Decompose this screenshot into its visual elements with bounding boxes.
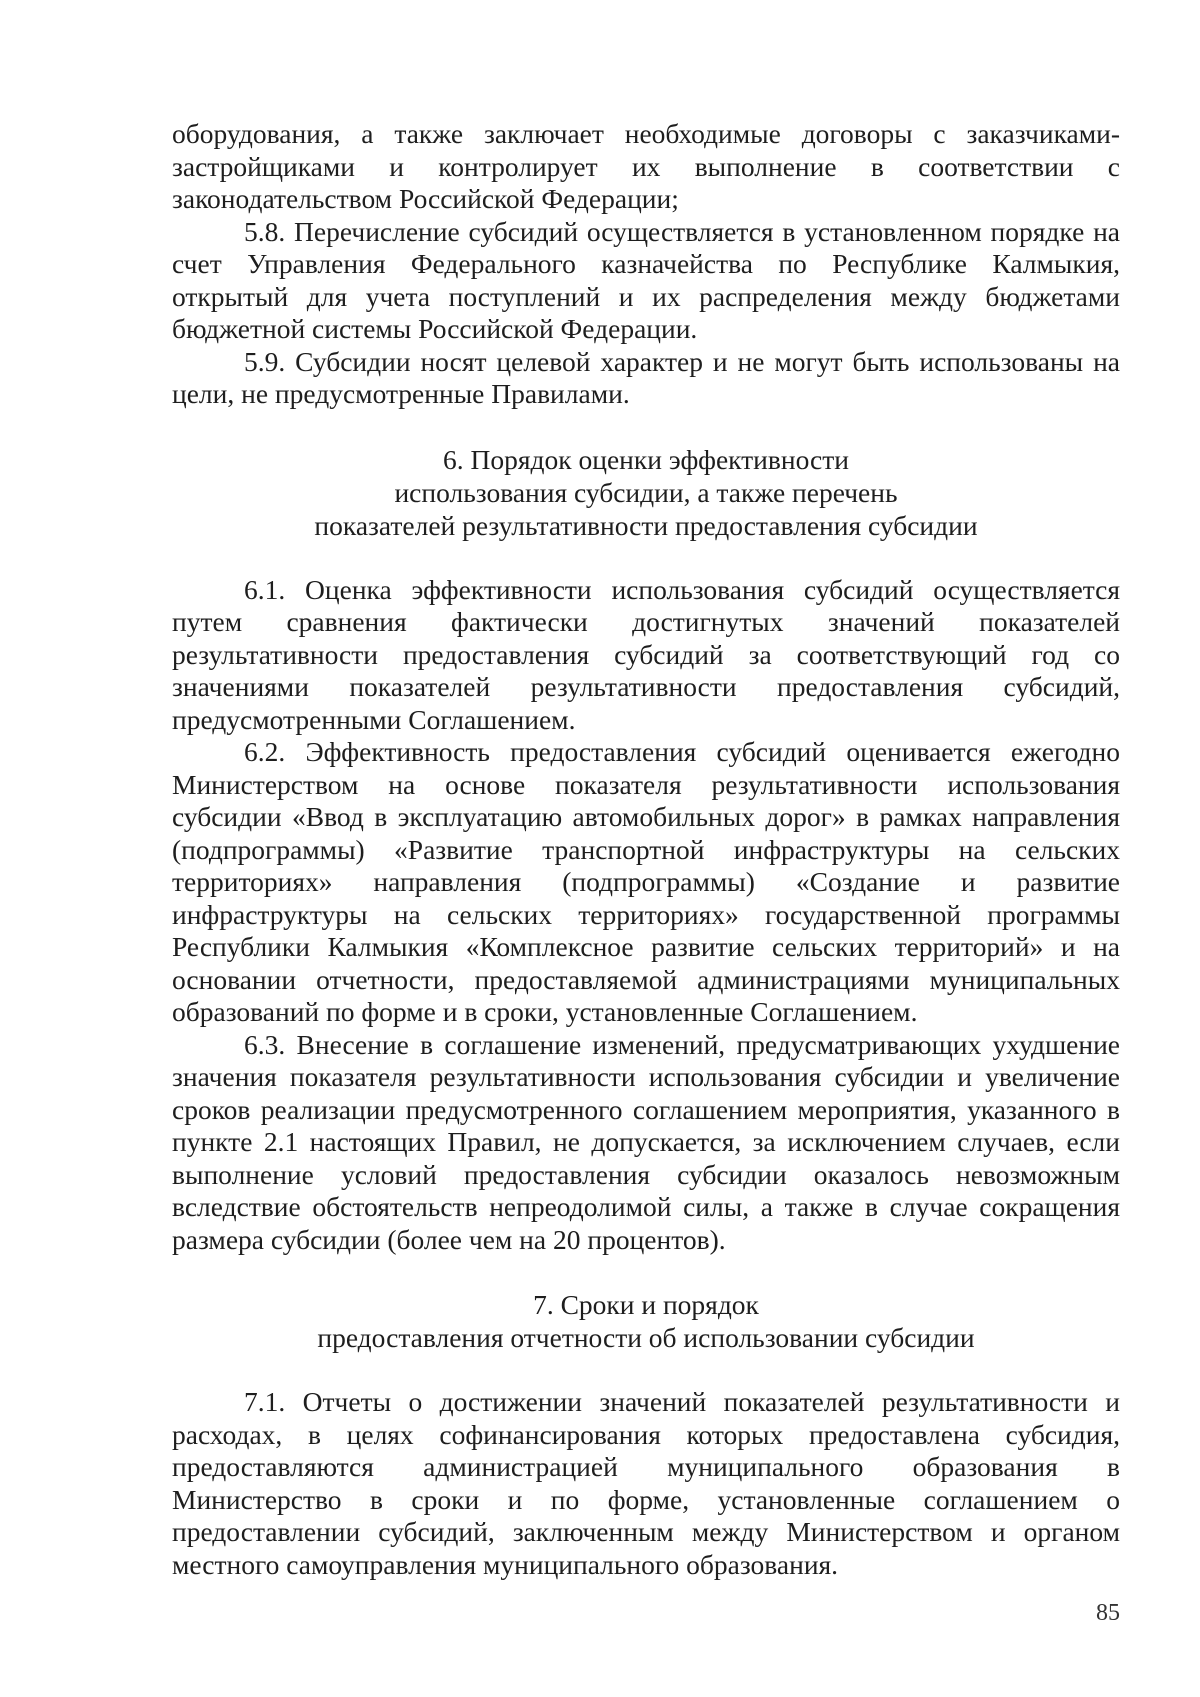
section-7-heading — [172, 1288, 1120, 1354]
paragraph-6-2: 6.2. Эффективность предоставления субсидий оценивается ежегодно Министерством на основе показателя результативности использования субсидии «Ввод в эксплуатацию автомобильных дорог» в рамках направления (подпрограммы) «Развитие транспортной инфраструктуры на сельских территориях» направления (подпрограммы) «Создание и развитие инфраструктуры на сельских территориях» государственной программы Республики Калмыкия «Комплексное развитие сельских территорий» и на основании отчетности, предоставляемой администрациями муниципальных образований по форме и в сроки, установленные Соглашением. — [172, 736, 1120, 1027]
paragraph-5-8: 5.8. Перечисление субсидий осуществляется в установленном порядке на счет Управления Федерального казначейства по Республике Калмыкия, открытый для учета поступлений и их распределения между бюджетами бюджетной системы Российской Федерации. — [172, 215, 1120, 344]
section-7-title-line-2: предоставления отчетности об использовании субсидии — [317, 1322, 975, 1353]
section-6-title-line-1: 6. Порядок оценки эффективности — [443, 443, 849, 475]
paragraph-7-1: 7.1. Отчеты о достижении значений показателей результативности и расходах, в целях софинансирования которых предоставлена субсидия, предоставляются администрацией муниципального образования в Министерство в сроки и по форме, установленные соглашением о предоставлении субсидий, заключенным между Министерством и органом местного самоуправления муниципального образования. — [172, 1386, 1120, 1580]
spacer — [172, 542, 1120, 574]
spacer — [172, 411, 1120, 443]
spacer — [172, 1354, 1120, 1386]
document-page — [172, 118, 1120, 1581]
page-number: 85 — [1096, 1600, 1120, 1626]
spacer — [172, 1256, 1120, 1288]
section-6-title-line-2: использования субсидии, а также перечень — [394, 476, 898, 508]
intro-paragraph: оборудования, а также заключает необходимые договоры с заказчиками-застройщиками и контролирует их выполнение в соответствии с законодательством Российской Федерации; — [172, 118, 1120, 214]
section-7-title-line-1: 7. Сроки и порядок — [533, 1289, 759, 1320]
paragraph-6-1: 6.1. Оценка эффективности использования субсидий осуществляется путем сравнения фактически достигнутых значений показателей результативности предоставления субсидий за соответствующий год со значениями показателей результативности предоставления субсидий, предусмотренными Соглашением. — [172, 573, 1120, 735]
paragraph-5-9: 5.9. Субсидии носят целевой характер и не могут быть использованы на цели, не предусмотренные Правилами. — [172, 345, 1120, 409]
paragraph-6-3: 6.3. Внесение в соглашение изменений, предусматривающих ухудшение значения показателя результативности использования субсидии и увеличение сроков реализации предусмотренного соглашением мероприятия, указанного в пункте 2.1 настоящих Правил, не допускается, за исключением случаев, если выполнение условий предоставления субсидии оказалось невозможным вследствие обстоятельств непреодолимой силы, а также в случае сокращения размера субсидии (более чем на 20 процентов). — [172, 1028, 1120, 1255]
section-6-title-line-3: показателей результативности предоставления субсидии — [314, 509, 978, 541]
section-6-heading — [172, 443, 1120, 542]
